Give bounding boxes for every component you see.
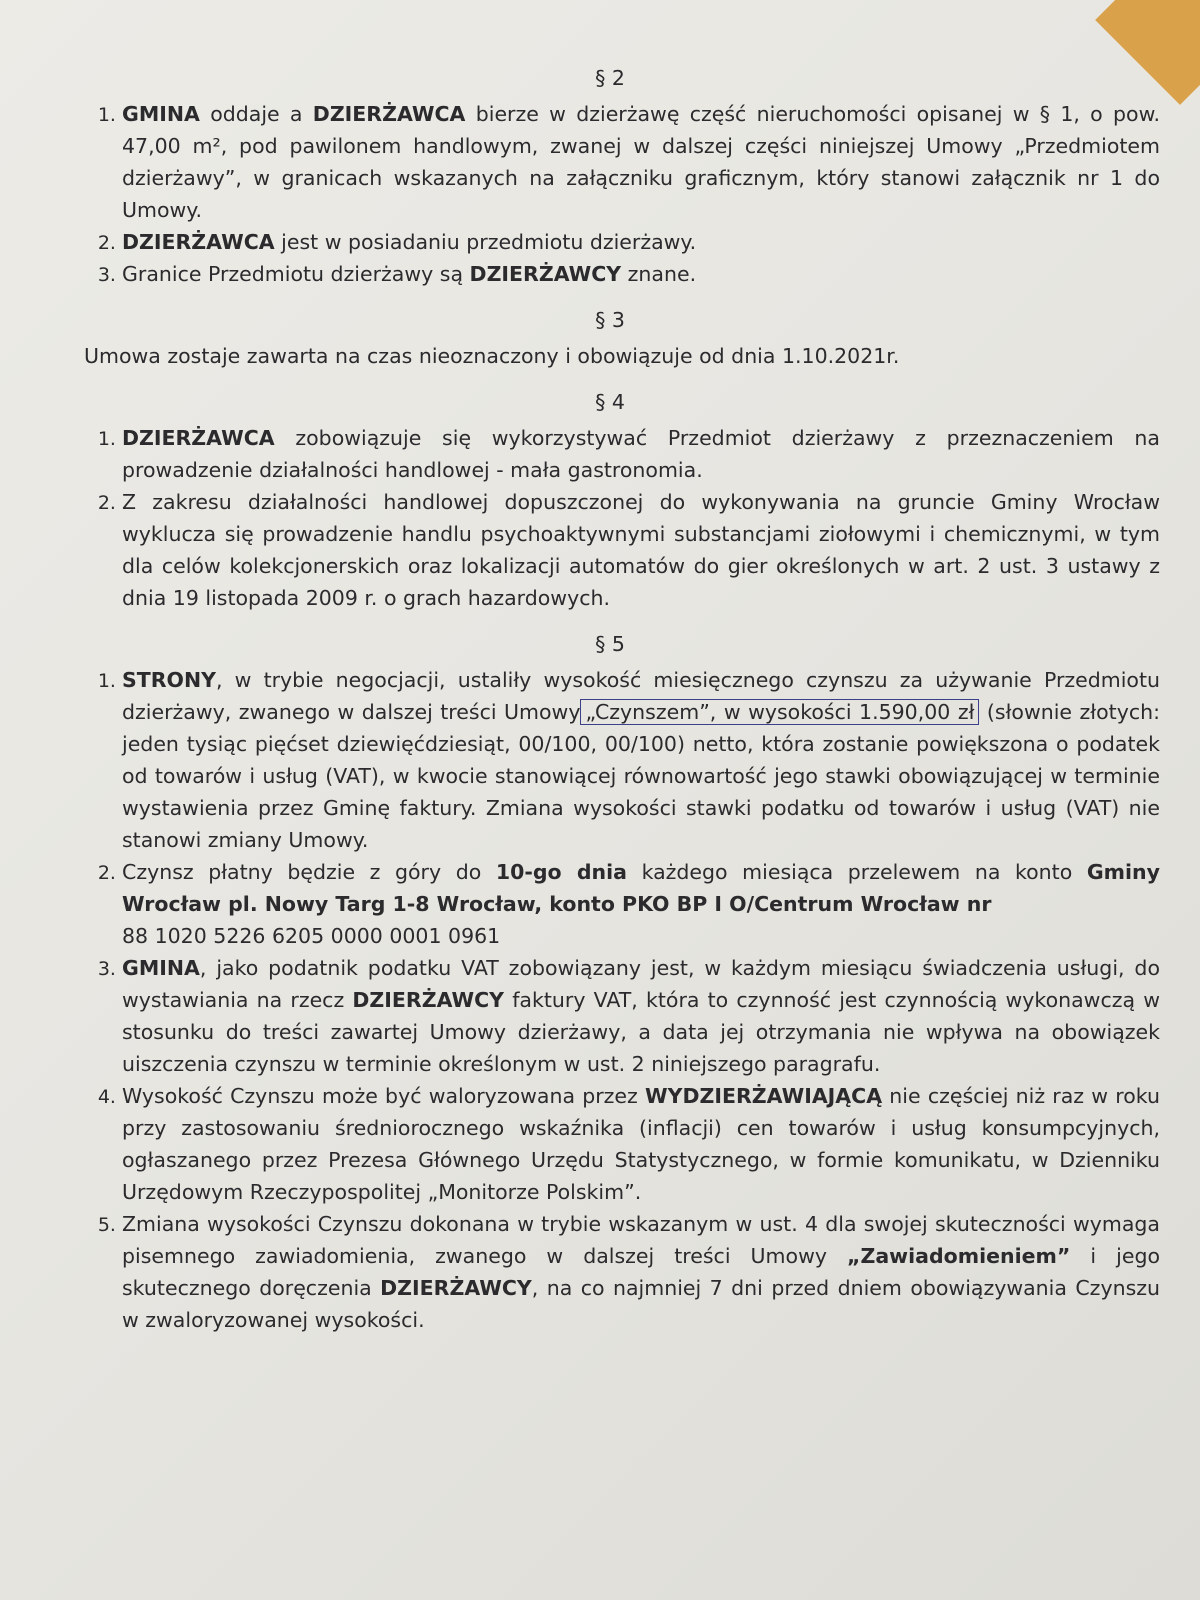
section-2-heading: § 2 [595,66,625,90]
section-2-item-3: 3. Granice Przedmiotu dzierżawy są DZIERŻAWCY znane. [122,258,1160,290]
section-5-list [60,664,1160,1336]
term-gmina: GMINA [122,102,200,126]
term-zawiadomienie: „Zawiadomieniem” [847,1244,1071,1268]
section-3-text: Umowa zostaje zawarta na czas nieoznaczony i obowiązuje od dnia 1.10.2021r. [84,344,900,368]
term-dzierzawca: DZIERŻAWCA [312,102,466,126]
section-2-item-2: 2. DZIERŻAWCA jest w posiadaniu przedmiotu dzierżawy. [122,226,1160,258]
term-dzierzawcy: DZIERŻAWCY [352,988,505,1012]
section-3-heading: § 3 [595,308,625,332]
section-5-heading: § 5 [595,632,625,656]
section-4-heading: § 4 [595,390,625,414]
section-5-item-5: 5. Zmiana wysokości Czynszu dokonana w trybie wskazanym w ust. 4 dla swojej skuteczności wymaga pisemnego zawiadomienia, zwanego w dalszej treści Umowy „Zawiadomieniem” i jego skutecznego doręczenia DZIERŻAWCY, na co najmniej 7 dni przed dniem obowiązywania Czynszu w zwaloryzowanej wysokości. [122,1208,1160,1336]
section-4-item-1: 1. DZIERŻAWCA zobowiązuje się wykorzystywać Przedmiot dzierżawy z przeznaczeniem na prowadzenie działalności handlowej - mała gastronomia. [122,422,1160,486]
section-2-item-1: 1. GMINA oddaje a DZIERŻAWCA bierze w dzierżawę część nieruchomości opisanej w § 1, o pow. 47,00 m², pod pawilonem handlowym, zwanej w dalszej części niniejszej Umowy „Przedmiotem dzierżawy”, w granicach wskazanych na załączniku graficznym, który stanowi załącznik nr 1 do Umowy. [122,98,1160,226]
section-2-list [60,98,1160,290]
term-dzierzawcy: DZIERŻAWCY [380,1276,532,1300]
term-gmina: GMINA [122,956,200,980]
account-number: 88 1020 5226 6205 0000 0001 0961 [122,924,501,948]
section-5-item-3: 3. GMINA, jako podatnik podatku VAT zobowiązany jest, w każdym miesiącu świadczenia usługi, do wystawiania na rzecz DZIERŻAWCY faktury VAT, która to czynność jest czynnością wykonawczą w stosunku do treści zawartej Umowy dzierżawy, a data jej otrzymania nie wpływa na obowiązek uiszczenia czynszu w terminie określonym w ust. 2 niniejszego paragrafu. [122,952,1160,1080]
rent-amount-highlight: „Czynszem”, w wysokości 1.590,00 zł [580,699,979,725]
term-dzierzawca: DZIERŻAWCA [122,230,275,254]
term-dzierzawca: DZIERŻAWCA [122,426,275,450]
payment-day: 10-go dnia [495,860,627,884]
section-5-item-2: 2. Czynsz płatny będzie z góry do 10-go dnia każdego miesiąca przelewem na konto Gminy Wrocław pl. Nowy Targ 1-8 Wrocław, konto PKO BP I O/Centrum Wrocław nr 88 1020 5226 6205 0000 0001 0961 [122,856,1160,952]
bank-details: Gminy Wrocław pl. Nowy Targ 1-8 Wrocław, konto PKO BP I O/Centrum Wrocław nr [122,860,1161,916]
term-strony: STRONY [122,668,216,692]
term-wydzierzawiajaca: WYDZIERŻAWIAJĄCĄ [645,1084,883,1108]
term-dzierzawcy: DZIERŻAWCY [469,262,622,286]
contract-text [60,62,1160,1344]
section-4-item-2: 2. Z zakresu działalności handlowej dopuszczonej do wykonywania na gruncie Gminy Wrocław wyklucza się prowadzenie handlu psychoaktywnymi substancjami ziołowymi i chemicznymi, w tym dla celów kolekcjonerskich oraz lokalizacji automatów do gier określonych w art. 2 ust. 3 ustawy z dnia 19 listopada 2009 r. o grach hazardowych. [122,486,1160,614]
section-5-item-4: 4. Wysokość Czynszu może być waloryzowana przez WYDZIERŻAWIAJĄCĄ nie częściej niż raz w roku przy zastosowaniu średniorocznego wskaźnika (inflacji) cen towarów i usług konsumpcyjnych, ogłaszanego przez Prezesa Głównego Urzędu Statystycznego, w formie komunikatu, w Dzienniku Urzędowym Rzeczypospolitej „Monitorze Polskim”. [122,1080,1160,1208]
section-5-item-1: 1. STRONY, w trybie negocjacji, ustaliły wysokość miesięcznego czynszu za używanie Przedmiotu dzierżawy, zwanego w dalszej treści Umowy „Czynszem”, w wysokości 1.590,00 zł (słownie złotych: jeden tysiąc pięćset dziewięćdziesiąt, 00/100, 00/100) netto, która zostanie powiększona o podatek od towarów i usług (VAT), w kwocie stanowiącej równowartość jego stawki obowiązującej w terminie wystawienia przez Gminę faktury. Zmiana wysokości stawki podatku od towarów i usług (VAT) nie stanowi zmiany Umowy. [122,664,1160,856]
section-4-list [60,422,1160,614]
